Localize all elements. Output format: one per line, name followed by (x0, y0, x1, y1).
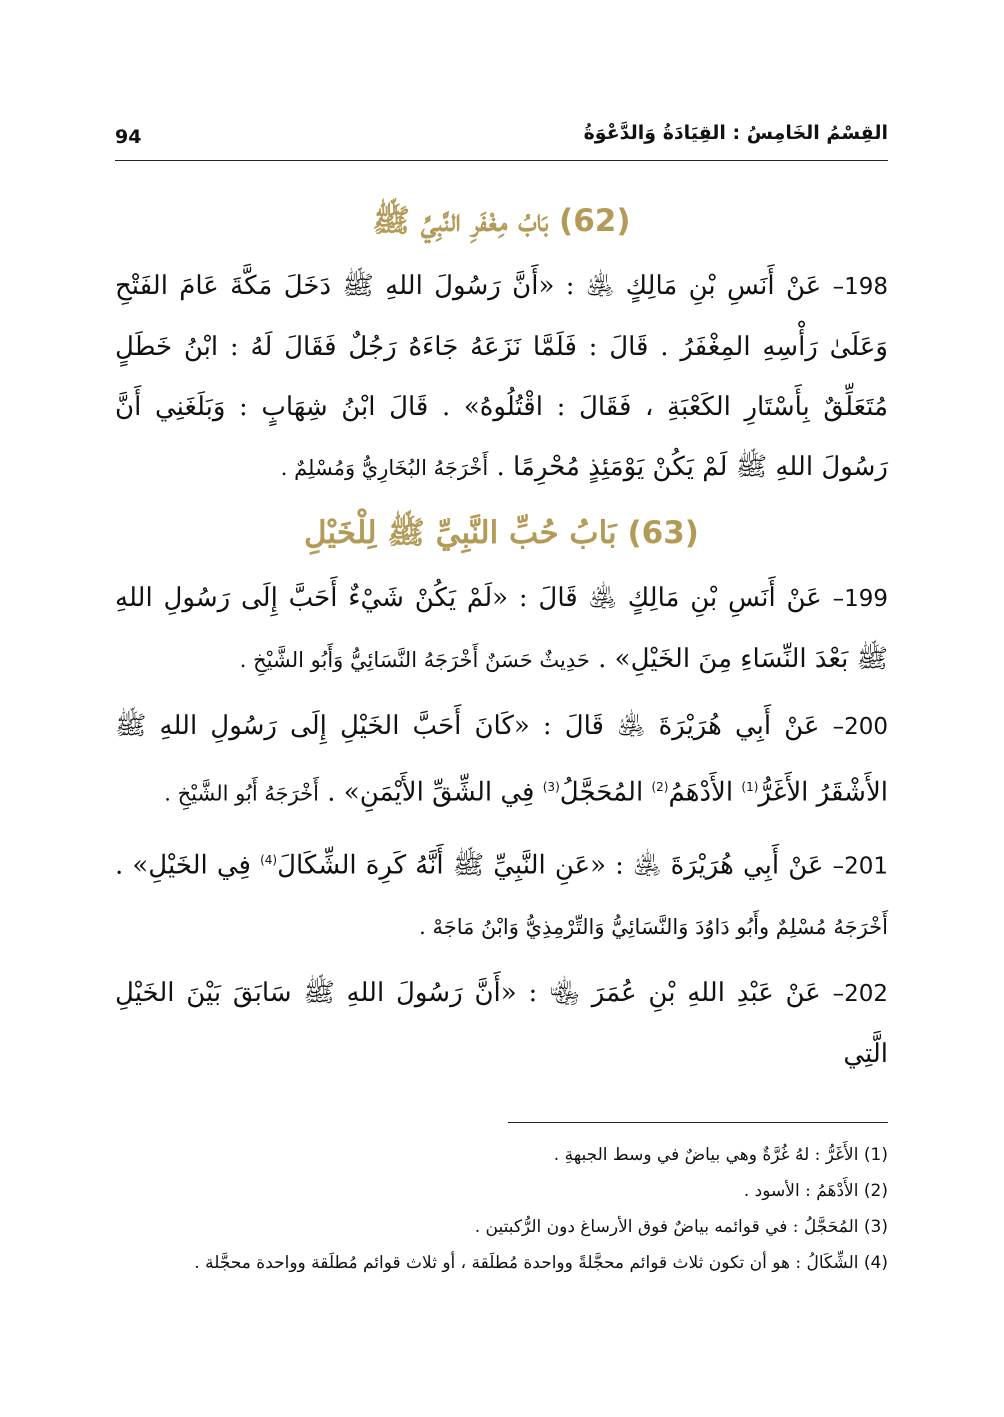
chapter-title: بَابُ مِغْفَرِ النَّبِيِّ ﷺ (372, 203, 549, 239)
footnote-number: (1) (863, 1145, 888, 1165)
footnote-divider (508, 1122, 888, 1123)
footnote-text: المُحَجَّلُ : في قوائمه بياضٌ فوق الأرساغ دون الرُّكبتين . (474, 1217, 859, 1237)
footnote-ref[interactable]: (3) (542, 780, 560, 794)
header-divider (115, 160, 888, 161)
main-content (115, 190, 888, 1084)
page-number: 94 (115, 126, 142, 148)
footnote (115, 1209, 888, 1245)
hadith-text: عَنْ عَبْدِ اللهِ بْنِ عُمَرَ ﵄ : «أَنَّ رَسُولَ اللهِ ﷺ سَابَقَ بَيْنَ الخَيْلِ الَّتِي (115, 978, 888, 1070)
hadith-number: 200– (832, 714, 889, 740)
hadith-text: الأَدْهَمُ (668, 777, 734, 808)
hadith-text: عَنْ أَبِي هُرَيْرَةَ ﵁ : «عَنِ النَّبِيِّ ﷺ أَنَّهُ كَرِهَ الشِّكَالَ (277, 850, 824, 881)
chapter-number: (62) (559, 203, 631, 239)
hadith-201 (115, 830, 888, 958)
hadith-source: أَخْرَجَهُ أَبُو الشَّيْخِ . (164, 781, 319, 806)
footnote (115, 1173, 888, 1209)
footnote (115, 1137, 888, 1173)
page-header (115, 118, 888, 158)
footnotes (115, 1137, 888, 1281)
hadith-number: 201– (832, 853, 889, 880)
footnote-ref[interactable]: (1) (741, 780, 759, 794)
hadith-text: عَنْ أَنَسِ بْنِ مَالِكٍ ﵁ : «أَنَّ رَسُولَ اللهِ ﷺ دَخَلَ مَكَّةَ عَامَ الفَتْحِ وَعَلَىٰ رَأْسِهِ المِغْفَرُ . قَالَ : فَلَمَّا نَزَعَهُ جَاءَهُ رَجُلٌ فَقَالَ لَهُ : ابْنُ خَطَلٍ مُتَعَلِّقٌ بِأَسْتَارِ الكَعْبَةِ ، فَقَالَ : اقْتُلُوهُ» . قَالَ ابْنُ شِهَابٍ : وَبَلَغَنِي أَنَّ رَسُولَ اللهِ ﷺ لَمْ يَكُنْ يَوْمَئِذٍ مُحْرِمًا . (115, 271, 889, 482)
running-title: القِسْمُ الخَامِسُ : القِيَادَةُ وَالدَّعْوَةُ (583, 122, 888, 144)
footnote-ref[interactable]: (2) (651, 780, 669, 794)
hadith-text: المُحَجَّلُ (559, 777, 644, 808)
footnote-text: الأَغَرُّ : لهُ غُرَّةٌ وهي بياضٌ في وسط الجبهةِ . (553, 1145, 859, 1165)
hadith-source: أَخْرَجَهُ مُسْلِمٌ وأَبُو دَاوُدَ وَالنَّسَائِيُّ وَالتِّرْمِذِيُّ وَابْنُ مَاجَهْ . (419, 915, 888, 940)
chapter-heading (115, 504, 888, 562)
footnote-text: الأَدْهَمُ : الأسود . (743, 1181, 859, 1201)
footnote-number: (2) (863, 1181, 888, 1201)
hadith-198 (115, 256, 888, 498)
hadith-source: أَخْرَجَهُ البُخَارِيُّ وَمُسْلِمٌ . (280, 456, 489, 480)
footnote-number: (4) (863, 1253, 888, 1273)
hadith-text: عَنْ أَنَسِ بْنِ مَالِكٍ ﵁ قَالَ : «لَمْ يَكُنْ شَيْءٌ أَحَبَّ إِلَى رَسُولِ اللهِ ﷺ بَعْدَ النِّسَاءِ مِنَ الخَيْلِ» . (115, 583, 888, 674)
footnote-text: الشِّكَالُ : هو أن تكون ثلاث قوائم محجَّلةً وواحدة مُطلَقة ، أو ثلاث قوائم مُطلَقة وواحدة محجَّلة . (194, 1253, 859, 1273)
hadith-text: فِي الشِّقِّ الأَيْمَنِ» . (327, 777, 535, 808)
hadith-199 (115, 568, 888, 690)
chapter-title: بَابُ حُبِّ النَّبِيِّ ﷺ لِلْخَيْلِ (304, 515, 617, 551)
chapter-number: (63) (627, 515, 699, 551)
hadith-number: 202– (832, 981, 889, 1008)
hadith-200 (115, 696, 888, 824)
hadith-number: 198– (832, 274, 888, 300)
footnote-ref[interactable]: (4) (260, 852, 278, 867)
hadith-number: 199– (832, 586, 889, 612)
footnote (115, 1245, 888, 1281)
footnote-number: (3) (863, 1217, 888, 1237)
hadith-text: عَنْ أَبِي هُرَيْرَةَ ﵁ قَالَ : «كَانَ أَحَبَّ الخَيْلِ إِلَى رَسُولِ اللهِ ﷺ الأَشْقَرُ الأَغَرُّ (115, 711, 888, 808)
hadith-202 (115, 963, 888, 1084)
hadith-source: حَدِيثٌ حَسَنٌ أَخْرَجَهُ النَّسَائِيُّ وَأَبُو الشَّيْخِ . (239, 648, 590, 672)
chapter-heading (115, 192, 888, 250)
hadith-text: فِي الخَيْلِ» . (115, 850, 251, 881)
